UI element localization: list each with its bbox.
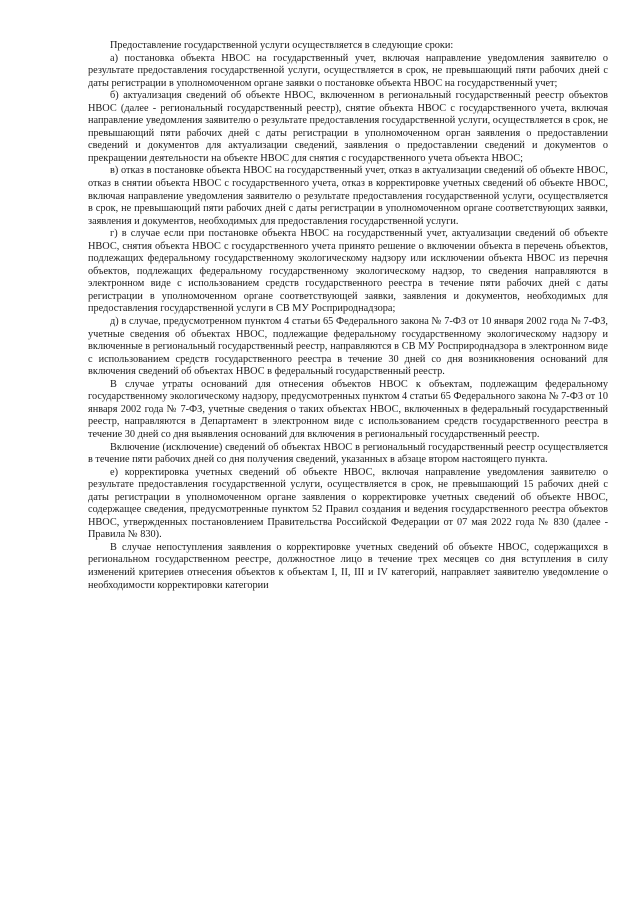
- intro-paragraph: Предоставление государственной услуги осуществляется в следующие сроки:: [110, 40, 454, 51]
- paragraph-e: е) корректировка учетных сведений об объекте НВОС, включая направление уведомления заявителю о результате предоставления государственной услуги, осуществляется в срок, не превышающий 15 рабочих дней с даты регистрации в уполномоченном органе заявления о корректировке учетных сведений об объекте НВОС, содержащее сведения, предусмотренные пунктом 52 Правил создания и ведения государственного реестра объектов НВОС, утвержденных постановлением Правительства Российской Федерации от 07 мая 2022 года № 830 (далее - Правила № 830).: [88, 466, 608, 541]
- paragraph-inclusion: Включение (исключение) сведений об объектах НВОС в региональный государственный реестр осуществляется в течение пяти рабочих дней со дня получения сведений, указанных в абзаце втором настоящего пункта.: [88, 441, 608, 466]
- paragraph-loss-of-grounds: В случае утраты оснований для отнесения объектов НВОС к объектам, подлежащим федеральному государственному экологическому надзору, предусмотренных пунктом 4 статьи 65 Федерального закона № 7-ФЗ от 10 января 2002 года № 7-ФЗ, учетные сведения о таких объектах НВОС, включенных в федеральный государственный реестр, направляются в Департамент в электронном виде с использованием средств государственного реестра в течение 30 дней со дня выявления оснований для включения в региональный государственный реестр.: [88, 378, 608, 440]
- paragraph-v: в) отказ в постановке объекта НВОС на государственный учет, отказ в актуализации сведений об объекте НВОС, отказ в снятии объекта НВОС с государственного учета, отказ в корректировке учетных сведений об объекте НВОС, включая направление уведомления заявителю о результате предоставления государственной услуги, осуществляется в срок, не превышающий пяти рабочих дней с даты регистрации в уполномоченном органе соответствующих заявки, заявления и документов, необходимых для предоставления государственной услуги.: [88, 165, 608, 227]
- paragraph-g: г) в случае если при постановке объекта НВОС на государственный учет, актуализации сведений об объекте НВОС, снятия объекта НВОС с государственного учета принято решение о включении объекта в перечень объектов, подлежащих федеральному государственному экологическому надзору или исключении объекта НВОС из перечня объектов, подлежащих федеральному государственному экологическому надзор, то сведения направляются в электронном виде с использованием средств государственного реестра в течение пяти рабочих дней с даты регистрации в уполномоченном органе соответствующей заявки, заявления и документов, необходимых для предоставления государственной услуги в СВ МУ Росприроднадзора;: [88, 228, 608, 315]
- paragraph-d: д) в случае, предусмотренном пунктом 4 статьи 65 Федерального закона № 7-ФЗ от 10 января 2002 года № 7-ФЗ, учетные сведения об объектах НВОС, подлежащие федеральному государственному экологическому надзору и включенные в региональный государственный реестр, направляются в СВ МУ Росприроднадзора в электронном виде с использованием средств государственного реестра в течение 30 дней со дня возникновения оснований для включения сведений об объектах НВОС в федеральный государственный реестр.: [88, 316, 608, 378]
- document-page: [88, 40, 608, 592]
- paragraph-non-receipt: В случае непоступления заявления о корректировке учетных сведений об объекте НВОС, содержащихся в региональном государственном реестре, должностное лицо в течение трех месяцев со дня вступления в силу изменений критериев отнесения объектов к объектам I, II, III и IV категорий, направляет заявителю уведомление о необходимости корректировки категории: [88, 541, 608, 591]
- paragraph-a: а) постановка объекта НВОС на государственный учет, включая направление уведомления заявителю о результате предоставления государственной услуги, осуществляется в срок, не превышающий пяти рабочих дней с даты регистрации в уполномоченном органе заявки о постановке объекта НВОС на государственный учет;: [88, 52, 608, 89]
- paragraph-b: б) актуализация сведений об объекте НВОС, включенном в региональный государственный реестр объектов НВОС (далее - региональный государственный реестр), снятие объекта НВОС с государственного учета, включая направление уведомления заявителю о результате предоставления государственной услуги, осуществляется в срок, не превышающий пяти рабочих дней с даты регистрации в уполномоченном орган заявления о предоставлении сведений и документов для актуализации сведений, заявления о предоставлении сведений и документов о прекращении деятельности на объекте НВОС для снятия с государственного учета объекта НВОС;: [88, 90, 608, 164]
